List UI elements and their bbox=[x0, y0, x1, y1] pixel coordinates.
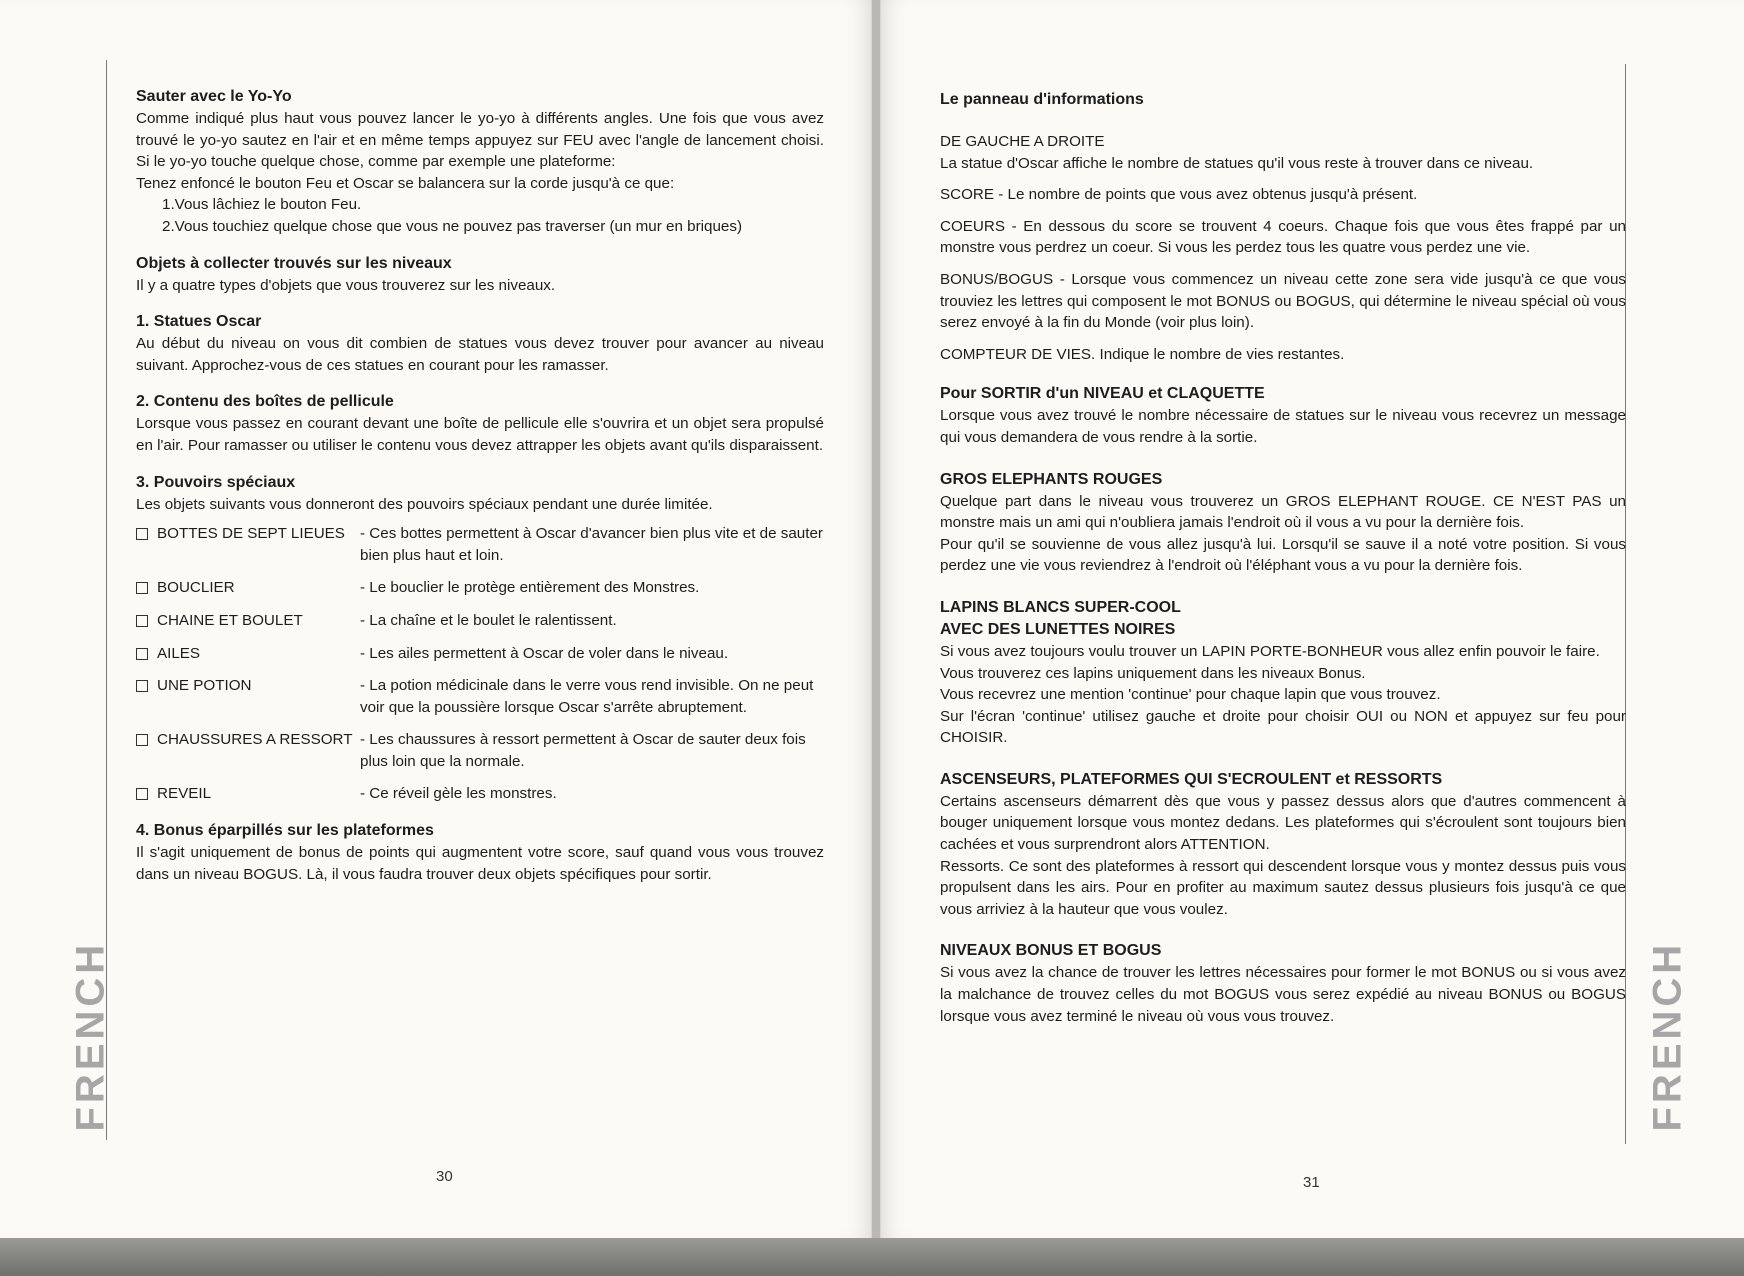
paragraph: SCORE - Le nombre de points que vous avez obtenus jusqu'à présent. bbox=[940, 186, 1418, 204]
power-desc: - Ce réveil gèle les monstres. bbox=[360, 785, 557, 803]
power-name: CHAINE ET BOULET bbox=[157, 611, 303, 629]
paragraph: DE GAUCHE A DROITE bbox=[940, 133, 1105, 150]
checkbox-icon bbox=[136, 648, 148, 660]
paragraph: Ressorts. Ce sont des plateformes à ressort qui descendent lorsque vous y montez dessus puis vous propulsent dans les airs. Pour en profiter au maximum sautez dessus plusieurs fois jusqu'à ce que vous arriviez à la hauteur que vous voulez. bbox=[940, 857, 1626, 918]
paragraph: Tenez enfoncé le bouton Feu et Oscar se balancera sur la corde jusqu'à ce que: bbox=[136, 174, 675, 192]
power-name: CHAUSSURES A RESSORT bbox=[157, 731, 353, 749]
paragraph: BONUS/BOGUS - Lorsque vous commencez un niveau cette zone sera vide jusqu'à ce que vous trouviez les lettres qui composent le mot BONUS ou BOGUS, qui détermine le niveau spécial où vous serez envoyé à la fin du Monde (voir plus loin). bbox=[940, 270, 1626, 332]
section-title: 4. Bonus éparpillés sur les plateformes bbox=[136, 822, 434, 840]
paragraph: COEURS - En dessous du score se trouvent 4 coeurs. Chaque fois que vous êtes frappé par un monstre vous perdrez un coeur. Si vous les perdez tous les quatre vous perdez une vie. bbox=[940, 217, 1626, 257]
section-title: GROS ELEPHANTS ROUGES bbox=[940, 470, 1163, 488]
power-name: AILES bbox=[157, 644, 201, 662]
left-page-content bbox=[136, 86, 824, 900]
left-page bbox=[0, 0, 872, 1238]
section-title: LAPINS BLANCS SUPER-COOL bbox=[940, 598, 1181, 616]
checkbox-icon bbox=[136, 788, 148, 800]
paragraph: Il y a quatre types d'objets que vous trouverez sur les niveaux. bbox=[136, 276, 556, 294]
checkbox-icon bbox=[136, 582, 148, 594]
paragraph: Vous recevrez une mention 'continue' pour chaque lapin que vous trouvez. bbox=[940, 686, 1441, 704]
section-rabbits bbox=[940, 597, 1626, 749]
list-item: 2.Vous touchiez quelque chose que vous ne pouvez pas traverser (un mur en briques) bbox=[162, 217, 743, 235]
paragraph: COMPTEUR DE VIES. Indique le nombre de vies restantes. bbox=[940, 345, 1345, 363]
paragraph: Lorsque vous avez trouvé le nombre nécessaire de statues sur le niveau vous recevrez un message qui vous demandera de vous rendre à la sortie. bbox=[940, 407, 1626, 446]
section-title: Objets à collecter trouvés sur les niveaux bbox=[136, 254, 452, 272]
section-title: 1. Statues Oscar bbox=[136, 313, 262, 331]
paragraph: Au début du niveau on vous dit combien de statues vous devez trouver pour avancer au niveau suivant. Approchez-vous de ces statues en courant pour les ramasser. bbox=[136, 335, 824, 374]
paragraph: Si vous avez la chance de trouver les lettres nécessaires pour former le mot BONUS ou si vous avez la malchance de trouvez celles du mot BOGUS vous serez expédié au niveau BONUS ou BOGUS lorsque vous avez terminé le niveau où vous vous trouvez. bbox=[940, 964, 1626, 1025]
power-desc: - Ces bottes permettent à Oscar d'avancer bien plus vite et de sauter bien plus haut et loin. bbox=[360, 525, 823, 564]
section-elevators bbox=[940, 769, 1626, 921]
paragraph: Lorsque vous passez en courant devant une boîte de pellicule elle s'ouvrira et un objet sera propulsé en l'air. Pour ramasser ou utiliser le contenu vous devez attrapper les objets avant qu'ils disparaissent. bbox=[136, 415, 824, 454]
power-desc: - Les chaussures à ressort permettent à Oscar de sauter deux fois plus loin que la normale. bbox=[360, 731, 806, 770]
checkbox-icon bbox=[136, 615, 148, 627]
section-bonus-bogus-levels bbox=[940, 940, 1626, 1027]
section-title: Pour SORTIR d'un NIVEAU et CLAQUETTE bbox=[940, 385, 1265, 403]
power-name: BOUCLIER bbox=[157, 579, 235, 597]
info-panel-heading: Le panneau d'informations bbox=[940, 91, 1144, 108]
paragraph: La statue d'Oscar affiche le nombre de statues qu'il vous reste à trouver dans ce niveau. bbox=[940, 154, 1534, 172]
paragraph: Les objets suivants vous donneront des pouvoirs spéciaux pendant une durée limitée. bbox=[136, 495, 713, 513]
scan-bottom-edge bbox=[0, 1238, 1744, 1276]
section-powers bbox=[136, 472, 824, 806]
powers-list bbox=[136, 523, 824, 805]
power-item bbox=[136, 523, 824, 566]
info-bonus-bogus bbox=[940, 269, 1626, 334]
section-title: 3. Pouvoirs spéciaux bbox=[136, 473, 296, 491]
section-title: ASCENSEURS, PLATEFORMES QUI S'ECROULENT et RESSORTS bbox=[940, 770, 1443, 788]
paragraph: Certains ascenseurs démarrent dès que vous y passez dessus alors que d'autres commencent à bouger uniquement lorsque vous montez dedans. Les plateformes qui s'écroulent sont toujours bien cachées et vous surprendront alors ATTENTION. bbox=[940, 792, 1626, 854]
power-item bbox=[136, 610, 824, 632]
list-item: 1.Vous lâchiez le bouton Feu. bbox=[162, 196, 362, 214]
right-page-content bbox=[940, 89, 1626, 1042]
section-title-line2: AVEC DES LUNETTES NOIRES bbox=[940, 620, 1176, 638]
power-desc: - La potion médicinale dans le verre vous rend invisible. On ne peut voir que la poussière lorsque Oscar s'arrête abruptement. bbox=[360, 677, 814, 716]
power-item bbox=[136, 729, 824, 772]
section-title: 2. Contenu des boîtes de pellicule bbox=[136, 393, 394, 411]
paragraph: Vous trouverez ces lapins uniquement dans les niveaux Bonus. bbox=[940, 664, 1366, 682]
power-name: REVEIL bbox=[157, 785, 212, 803]
section-exit bbox=[940, 383, 1626, 448]
section-elephants bbox=[940, 469, 1626, 577]
paragraph: Il s'agit uniquement de bonus de points qui augmentent votre score, sauf quand vous vous trouvez dans un niveau BOGUS. Là, il vous faudra trouver deux objets spécifiques pour sortir. bbox=[136, 844, 824, 883]
side-label-left: FRENCH bbox=[68, 940, 113, 1132]
section-yoyo bbox=[136, 86, 824, 238]
right-page bbox=[880, 0, 1744, 1238]
paragraph: Comme indiqué plus haut vous pouvez lancer le yo-yo à différents angles. Une fois que vous avez trouvé le yo-yo sautez en l'air et en même temps appuyez sur FEU avec l'angle de lancement choisi. Si le yo-yo touche quelque chose, comme par exemple une plateforme: bbox=[136, 110, 824, 171]
power-desc: - Le bouclier le protège entièrement des Monstres. bbox=[360, 579, 700, 597]
page-number-right: 31 bbox=[1303, 1174, 1320, 1191]
power-name: BOTTES DE SEPT LIEUES bbox=[157, 525, 345, 543]
checkbox-icon bbox=[136, 680, 148, 692]
section-title: Sauter avec le Yo-Yo bbox=[136, 88, 292, 105]
paragraph: Si vous avez toujours voulu trouver un LAPIN PORTE-BONHEUR vous allez enfin pouvoir le faire. bbox=[940, 642, 1600, 660]
section-statues bbox=[136, 311, 824, 376]
power-desc: - Les ailes permettent à Oscar de voler dans le niveau. bbox=[360, 644, 729, 662]
power-name: UNE POTION bbox=[157, 677, 252, 695]
info-score bbox=[940, 184, 1626, 206]
checkbox-icon bbox=[136, 528, 148, 540]
section-objects bbox=[136, 253, 824, 297]
book-gutter bbox=[872, 0, 880, 1238]
paragraph: Pour qu'il se souvienne de vous allez jusqu'à lui. Lorsqu'il se sauve il a noté votre position. Si vous perdez une vie vous reviendrez à l'endroit où l'éléphant vous a vu pour la dernière fois. bbox=[940, 535, 1626, 575]
power-desc: - La chaîne et le boulet le ralentissent. bbox=[360, 611, 617, 629]
info-hearts bbox=[940, 216, 1626, 259]
checkbox-icon bbox=[136, 734, 148, 746]
power-item bbox=[136, 577, 824, 599]
info-lives bbox=[940, 344, 1626, 366]
info-panel-heading-block bbox=[940, 89, 1626, 111]
page-number-left: 30 bbox=[436, 1168, 453, 1185]
side-label-right: FRENCH bbox=[1645, 940, 1690, 1132]
numbered-list bbox=[162, 194, 824, 237]
section-film-boxes bbox=[136, 391, 824, 456]
paragraph: Quelque part dans le niveau vous trouverez un GROS ELEPHANT ROUGE. CE N'EST PAS un monstre mais un ami qui n'oubliera jamais l'endroit où il vous a vu pour la dernière fois. bbox=[940, 492, 1626, 532]
power-item bbox=[136, 643, 824, 665]
section-title: NIVEAUX BONUS ET BOGUS bbox=[940, 942, 1162, 960]
paragraph: Sur l'écran 'continue' utilisez gauche et droite pour choisir OUI ou NON et appuyez sur feu pour CHOISIR. bbox=[940, 707, 1626, 747]
section-bonus bbox=[136, 820, 824, 885]
power-item bbox=[136, 783, 824, 805]
power-item bbox=[136, 675, 824, 718]
info-panel-block bbox=[940, 131, 1626, 174]
